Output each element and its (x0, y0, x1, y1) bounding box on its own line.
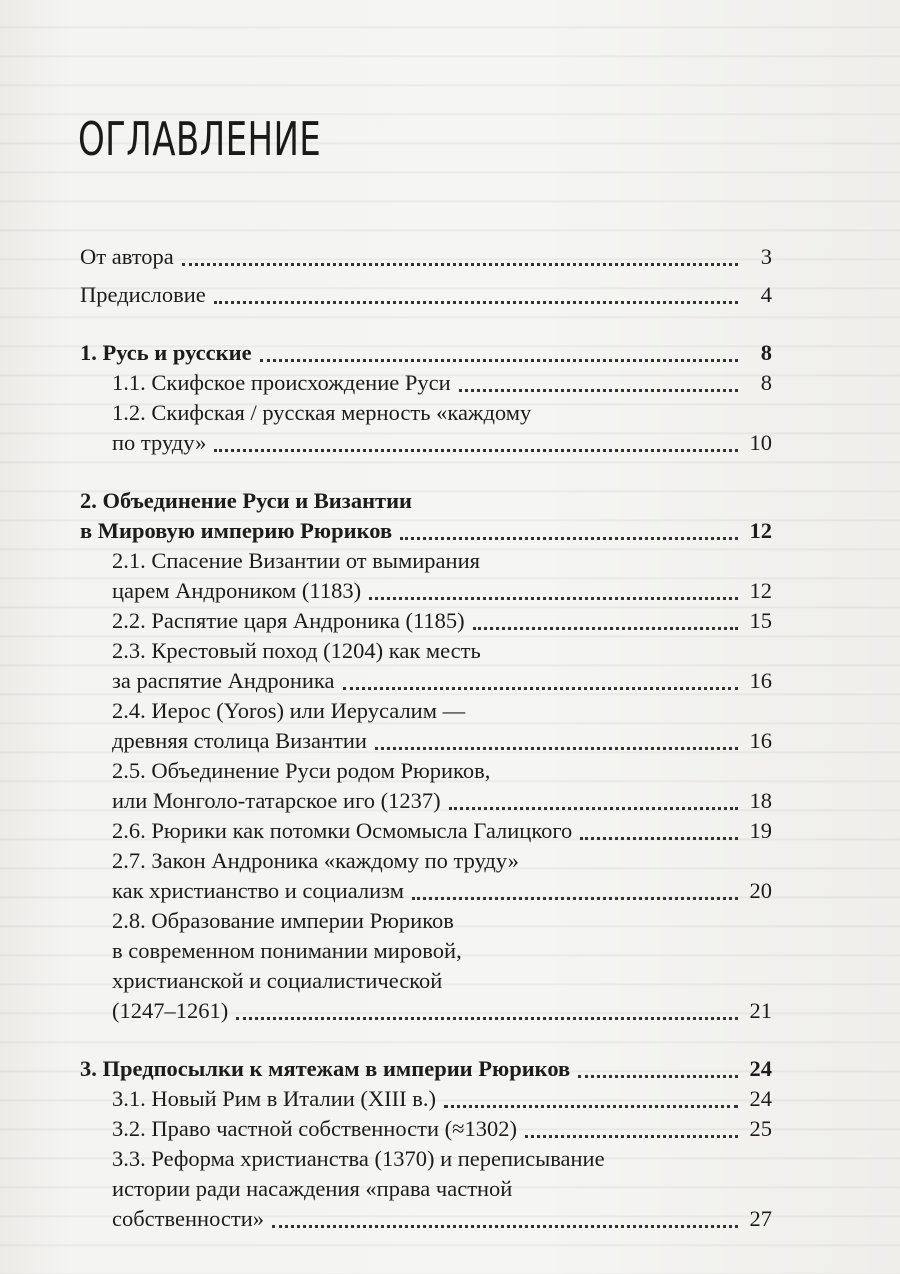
page-number: 27 (749, 1206, 772, 1231)
toc-entry-text: 2.7. Закон Андроника «каждому по труду» (112, 848, 519, 873)
dot-leader (343, 686, 739, 690)
toc-entry-line (112, 756, 772, 786)
toc-entry (80, 1114, 772, 1144)
toc-entry-line (112, 966, 772, 996)
toc-entry (80, 636, 772, 696)
toc-entry-last-line (112, 786, 772, 816)
toc-entry-line (112, 696, 772, 726)
toc-entry (80, 606, 772, 636)
toc-entry-line (112, 1174, 772, 1204)
page-number: 3 (760, 244, 772, 269)
table-of-contents (80, 242, 772, 1234)
page-number: 10 (749, 430, 772, 455)
toc-entry-last-line (112, 1204, 772, 1234)
spacer (80, 310, 772, 338)
toc-entry-text: в современном понимании мировой, (112, 938, 462, 963)
page-number: 12 (749, 518, 772, 543)
toc-entry (80, 816, 772, 846)
dot-leader (444, 1104, 738, 1108)
toc-entry-text: 2.2. Распятие царя Андроника (1185) (112, 608, 465, 633)
page-number: 25 (749, 1116, 772, 1141)
toc-entry-last-line (80, 1054, 772, 1084)
dot-leader (525, 1134, 738, 1138)
dot-leader (459, 388, 738, 392)
toc-entry-text: 3. Предпосылки к мятежам в империи Рюриков (80, 1056, 571, 1081)
toc-entry-line (112, 936, 772, 966)
page-number: 15 (749, 608, 772, 633)
toc-entry-text: собственности» (112, 1206, 264, 1231)
toc-entry-text: 2.3. Крестовый поход (1204) как месть (112, 638, 481, 663)
dot-leader (375, 746, 738, 750)
toc-entry-last-line (112, 428, 772, 458)
toc-entry (80, 546, 772, 606)
spacer (80, 458, 772, 486)
toc-entry (80, 398, 772, 458)
toc-entry-text: как христианство и социализм (112, 878, 404, 903)
toc-front-entry (80, 242, 772, 272)
spacer (80, 1026, 772, 1054)
toc-entry (80, 906, 772, 1026)
dot-leader (580, 836, 738, 840)
toc-entry-text: От автора (80, 244, 174, 269)
dot-leader (578, 1074, 738, 1078)
toc-entry-last-line (112, 876, 772, 906)
toc-entry-last-line (112, 726, 772, 756)
dot-leader (182, 262, 738, 266)
toc-entry-line (112, 906, 772, 936)
toc-entry-text: 1. Русь и русские (80, 340, 252, 365)
toc-entry-line (112, 1144, 772, 1174)
page-number: 16 (749, 668, 772, 693)
toc-entry (80, 368, 772, 398)
toc-front-entry (80, 280, 772, 310)
toc-entry-last-line (112, 1084, 772, 1114)
toc-entry-line (112, 398, 772, 428)
toc-entry-text: 1.1. Скифское происхождение Руси (112, 370, 451, 395)
page-number: 16 (749, 728, 772, 753)
toc-entry (80, 1084, 772, 1114)
page-number: 8 (760, 340, 772, 365)
toc-entry-line (112, 546, 772, 576)
toc-entry-text: 2. Объединение Руси и Византии (80, 488, 413, 513)
toc-entry (80, 696, 772, 756)
toc-entry-line (112, 846, 772, 876)
page-number: 21 (749, 998, 772, 1023)
toc-entry-last-line (112, 606, 772, 636)
toc-entry-text: 2.6. Рюрики как потомки Осмомысла Галицкого (112, 818, 573, 843)
toc-entry-text: 2.8. Образование империи Рюриков (112, 908, 454, 933)
toc-entry-last-line (112, 576, 772, 606)
dot-leader (412, 896, 738, 900)
toc-entry-last-line (112, 666, 772, 696)
page-number: 19 (749, 818, 772, 843)
dot-leader (236, 1016, 738, 1020)
page-number: 18 (749, 788, 772, 813)
toc-entry-text: 3.2. Право частной собственности (≈1302) (112, 1116, 517, 1141)
toc-entry-text: 3.1. Новый Рим в Италии (XIII в.) (112, 1086, 437, 1111)
dot-leader (473, 626, 738, 630)
toc-entry-last-line (112, 996, 772, 1026)
page-number: 12 (749, 578, 772, 603)
toc-entry-text: древняя столица Византии (112, 728, 367, 753)
toc-entry-text: за распятие Андроника (112, 668, 335, 693)
toc-entry-last-line (80, 338, 772, 368)
toc-entry (80, 338, 772, 368)
toc-entry-text: христианской и социалистической (112, 968, 443, 993)
page-number: 24 (749, 1086, 772, 1111)
dot-leader (449, 806, 738, 810)
toc-entry-text: 2.1. Спасение Византии от вымирания (112, 548, 480, 573)
page-number: 8 (760, 370, 772, 395)
dot-leader (400, 536, 738, 540)
dot-leader (272, 1224, 738, 1228)
toc-entry-last-line (112, 368, 772, 398)
toc-entry-text: или Монголо-татарское иго (1237) (112, 788, 441, 813)
toc-entry-text: по труду» (112, 430, 207, 455)
toc-entry (80, 1144, 772, 1234)
toc-entry-last-line (112, 1114, 772, 1144)
toc-entry-text: истории ради насаждения «права частной (112, 1176, 513, 1201)
dot-leader (214, 448, 738, 452)
toc-entry (80, 846, 772, 906)
page-number: 20 (749, 878, 772, 903)
toc-entry-text: 2.5. Объединение Руси родом Рюриков, (112, 758, 491, 783)
toc-entry-text: 3.3. Реформа христианства (1370) и переписывание (112, 1146, 605, 1171)
page-number: 24 (749, 1056, 772, 1081)
dot-leader (260, 358, 738, 362)
page-number: 4 (760, 282, 772, 307)
toc-entry-text: царем Андроником (1183) (112, 578, 362, 603)
toc-entry-text: Предисловие (80, 282, 206, 307)
toc-entry-text: 2.4. Иерос (Yoros) или Иерусалим — (112, 698, 466, 723)
toc-entry-last-line (112, 816, 772, 846)
toc-entry-text: 1.2. Скифская / русская мерность «каждому (112, 400, 532, 425)
dot-leader (214, 300, 738, 304)
toc-entry-line (112, 636, 772, 666)
toc-entry-last-line (80, 516, 772, 546)
toc-entry (80, 486, 772, 546)
toc-entry-text: (1247–1261) (112, 998, 229, 1023)
toc-entry-line (80, 486, 772, 516)
toc-entry (80, 1054, 772, 1084)
toc-entry-text: в Мировую империю Рюриков (80, 518, 393, 543)
spacer (80, 272, 772, 280)
dot-leader (369, 596, 738, 600)
toc-entry (80, 756, 772, 816)
page-title: ОГЛАВЛЕНИЕ (78, 112, 322, 166)
